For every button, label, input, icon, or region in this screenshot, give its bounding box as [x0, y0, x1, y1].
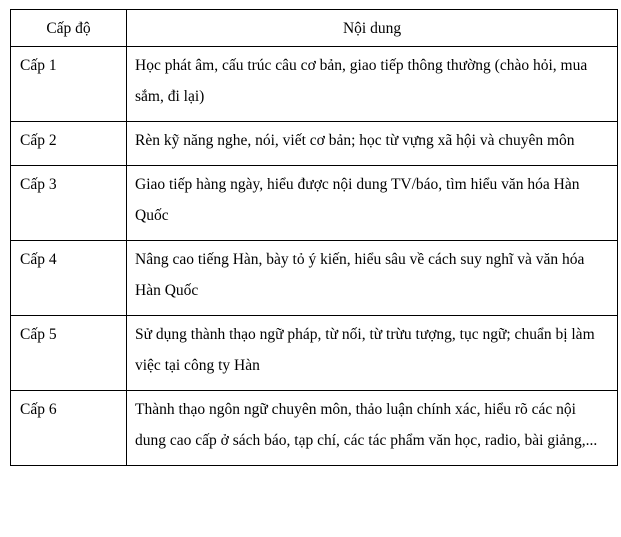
header-content: Nội dung [127, 10, 618, 47]
level-cell: Cấp 3 [11, 166, 127, 241]
table-row [11, 166, 618, 241]
table-row [11, 391, 618, 466]
level-cell: Cấp 6 [11, 391, 127, 466]
content-cell: Rèn kỹ năng nghe, nói, viết cơ bản; học từ vựng xã hội và chuyên môn [127, 122, 618, 166]
header-row [11, 10, 618, 47]
level-cell: Cấp 5 [11, 316, 127, 391]
levels-table [10, 9, 618, 466]
table-row [11, 241, 618, 316]
level-cell: Cấp 4 [11, 241, 127, 316]
content-cell: Thành thạo ngôn ngữ chuyên môn, thảo luận chính xác, hiểu rõ các nội dung cao cấp ở sách báo, tạp chí, các tác phẩm văn học, radio, bài giảng,... [127, 391, 618, 466]
table-row [11, 122, 618, 166]
content-cell: Giao tiếp hàng ngày, hiểu được nội dung TV/báo, tìm hiểu văn hóa Hàn Quốc [127, 166, 618, 241]
content-cell: Học phát âm, cấu trúc câu cơ bản, giao tiếp thông thường (chào hỏi, mua sắm, đi lại) [127, 47, 618, 122]
content-cell: Nâng cao tiếng Hàn, bày tỏ ý kiến, hiểu sâu về cách suy nghĩ và văn hóa Hàn Quốc [127, 241, 618, 316]
level-cell: Cấp 1 [11, 47, 127, 122]
header-level: Cấp độ [11, 10, 127, 47]
content-cell: Sử dụng thành thạo ngữ pháp, từ nối, từ trừu tượng, tục ngữ; chuẩn bị làm việc tại công ty Hàn [127, 316, 618, 391]
table-row [11, 47, 618, 122]
table-row [11, 316, 618, 391]
level-cell: Cấp 2 [11, 122, 127, 166]
